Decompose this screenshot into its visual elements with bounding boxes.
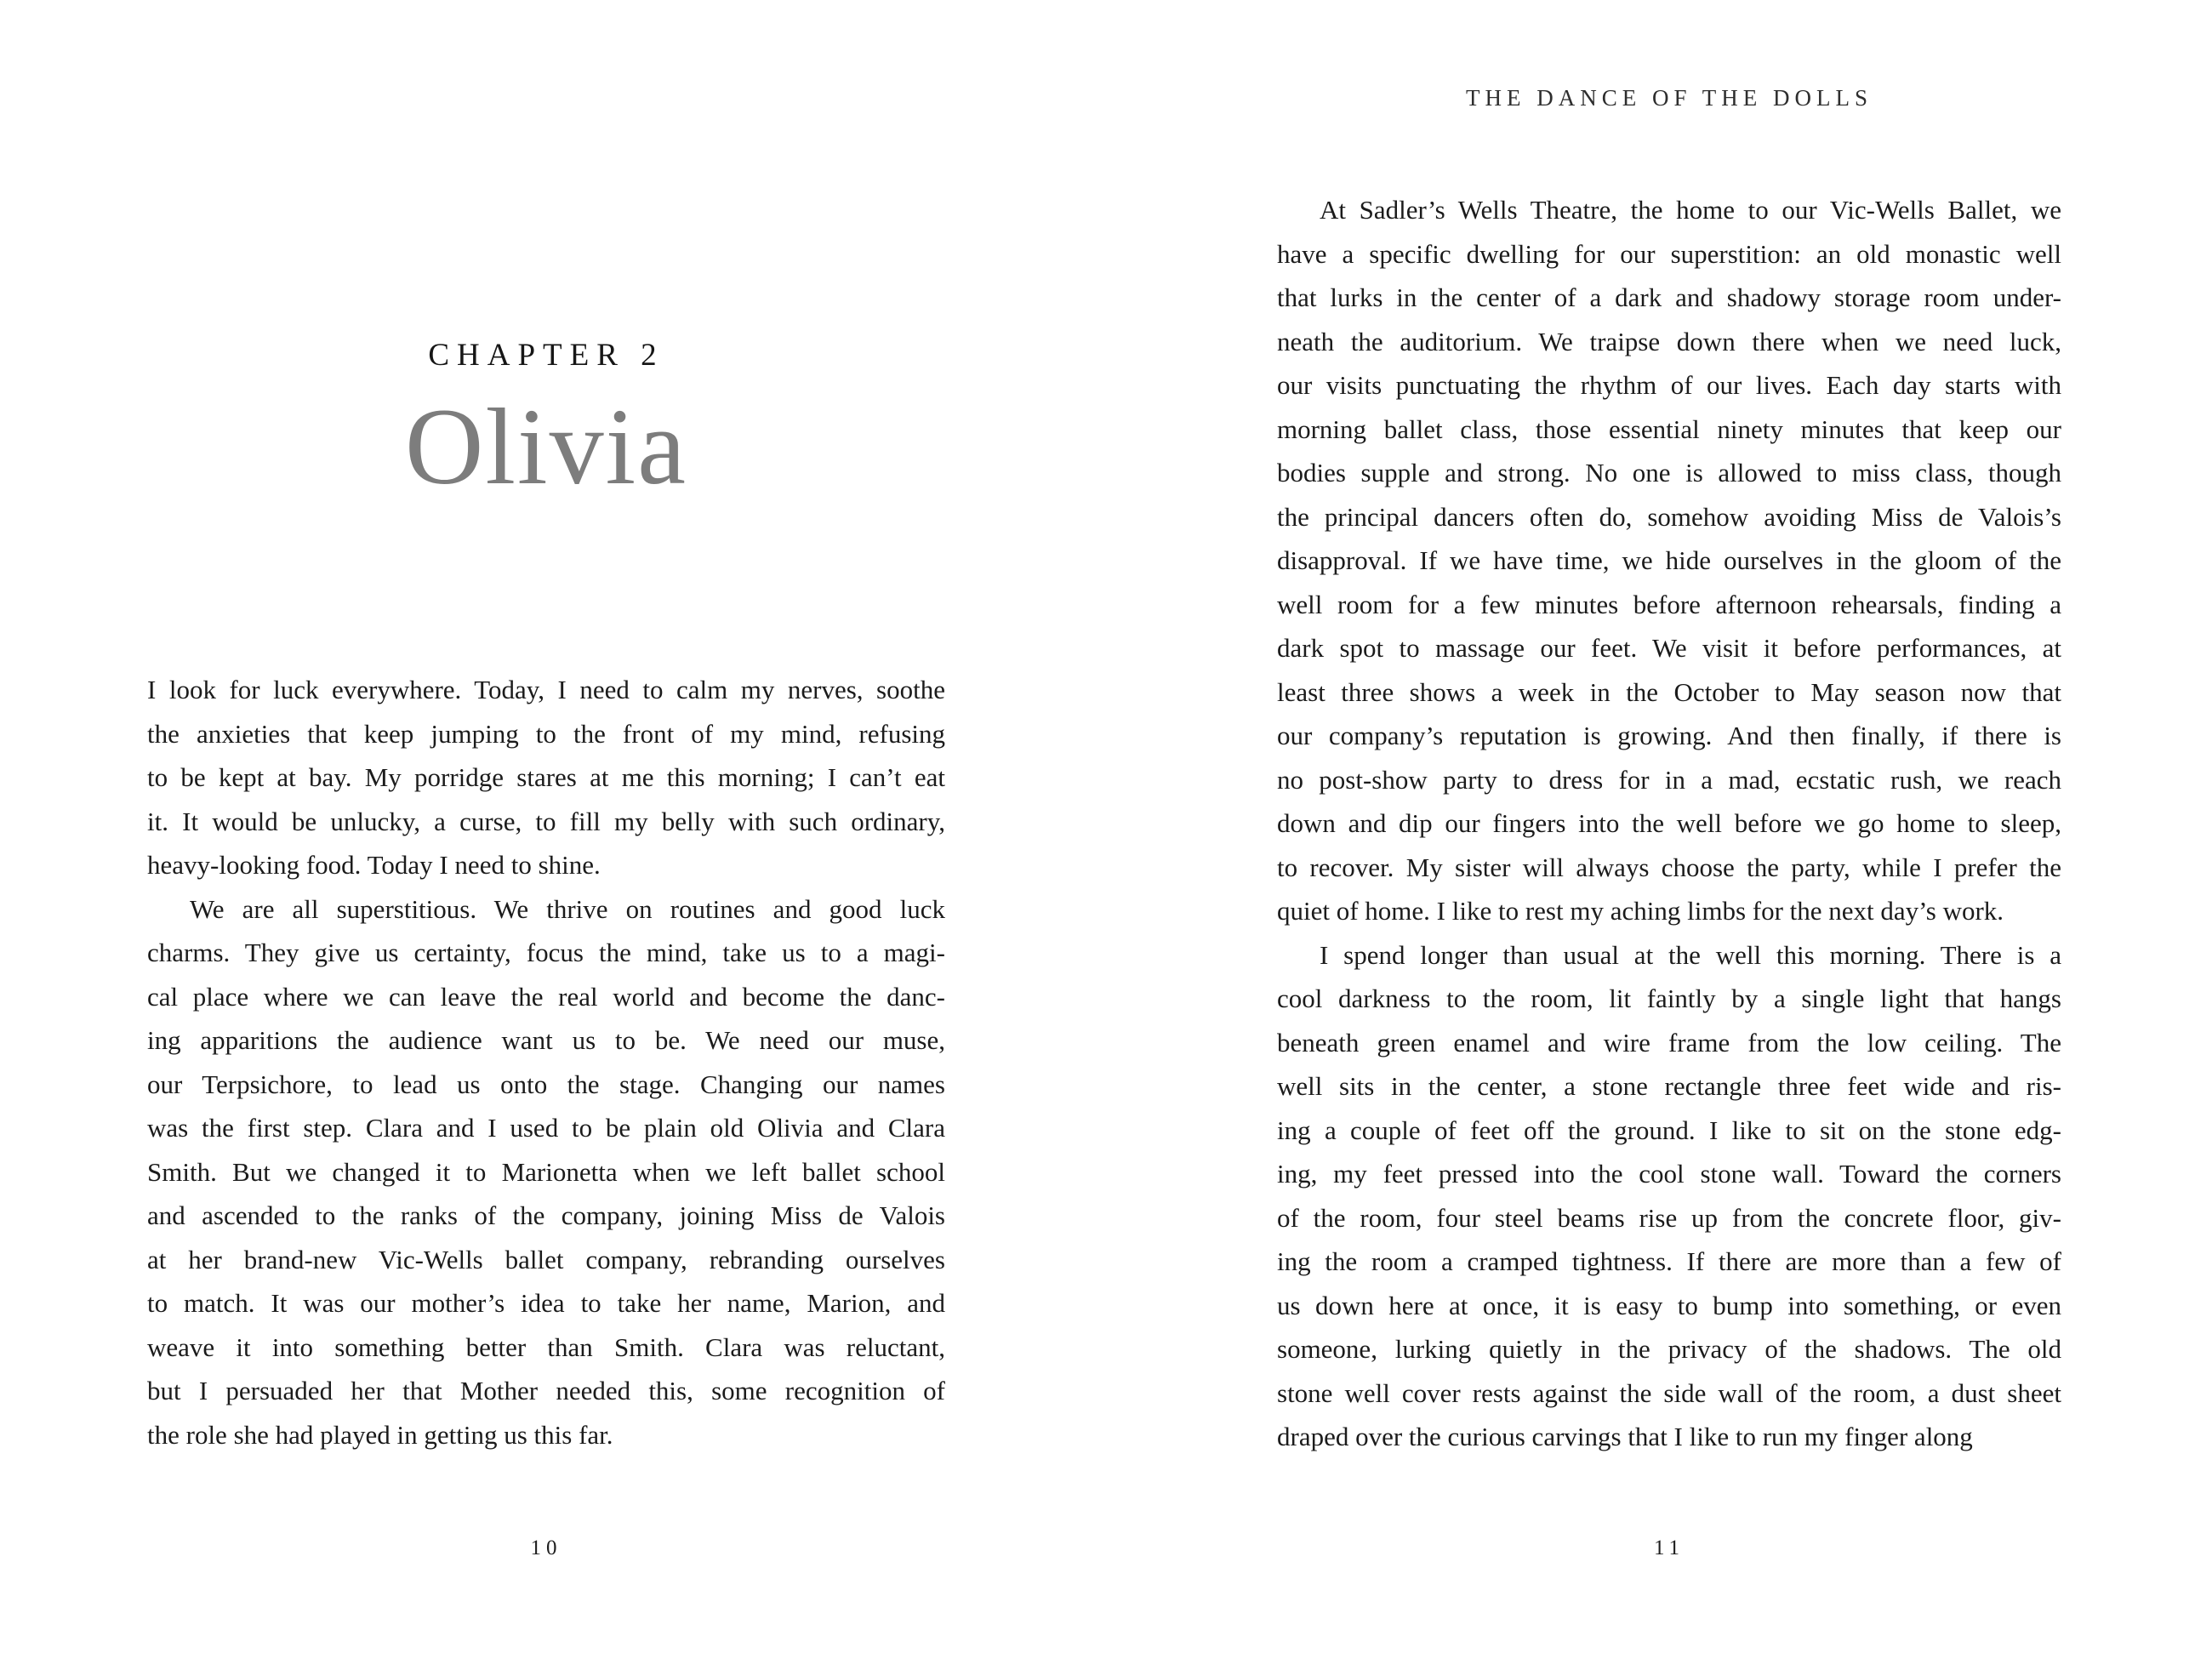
- text-line: have a specific dwelling for our superstition: an old monastic well: [1277, 238, 2061, 269]
- text-line: our company’s reputation is growing. And then finally, if there is: [1277, 721, 2061, 750]
- text-line: ing the room a cramped tightness. If there are more than a few of: [1277, 1246, 2061, 1276]
- text-line: someone, lurking quietly in the privacy of the shadows. The old: [1277, 1334, 2061, 1364]
- text-line: cal place where we can leave the real world and become the danc-: [147, 981, 945, 1012]
- chapter-title: Olivia: [405, 386, 687, 507]
- running-header: THE DANCE OF THE DOLLS: [1466, 85, 1873, 111]
- text-line: quiet of home. I like to rest my aching limbs for the next day’s work.: [1277, 896, 2004, 926]
- text-line: our visits punctuating the rhythm of our lives. Each day starts with: [1277, 370, 2061, 400]
- right-page: [1277, 0, 2061, 1659]
- text-line: least three shows a week in the October to May season now that: [1277, 676, 2061, 707]
- text-line: well room for a few minutes before afternoon rehearsals, finding a: [1277, 589, 2061, 619]
- left-page: [147, 0, 945, 1659]
- text-line: well sits in the center, a stone rectangle three feet wide and ris-: [1277, 1071, 2061, 1101]
- text-line: down and dip our fingers into the well before we go home to sleep,: [1277, 808, 2061, 838]
- text-line: Smith. But we changed it to Marionetta when we left ballet school: [147, 1156, 945, 1187]
- text-line: We are all superstitious. We thrive on routines and good luck: [190, 893, 945, 924]
- text-line: I look for luck everywhere. Today, I need to calm my nerves, soothe: [147, 675, 945, 704]
- text-line: heavy-looking food. Today I need to shine.: [147, 850, 601, 880]
- text-line: that lurks in the center of a dark and shadowy storage room under-: [1277, 282, 2061, 312]
- text-line: to recover. My sister will always choose the party, while I prefer the: [1277, 852, 2061, 882]
- text-line: ing, my feet pressed into the cool stone wall. Toward the corners: [1277, 1159, 2061, 1189]
- text-line: and ascended to the ranks of the company, joining Miss de Valois: [147, 1200, 945, 1230]
- text-line: I spend longer than usual at the well this morning. There is a: [1320, 939, 2061, 970]
- text-line: disapproval. If we have time, we hide ourselves in the gloom of the: [1277, 545, 2061, 575]
- text-line: cool darkness to the room, lit faintly by a single light that hangs: [1277, 983, 2061, 1013]
- text-line: no post-show party to dress for in a mad, ecstatic rush, we reach: [1277, 764, 2061, 795]
- text-line: beneath green enamel and wire frame from the low ceiling. The: [1277, 1027, 2061, 1058]
- text-line: stone well cover rests against the side wall of the room, a dust sheet: [1277, 1377, 2061, 1408]
- text-line: dark spot to massage our feet. We visit it before performances, at: [1277, 633, 2061, 663]
- text-line: our Terpsichore, to lead us onto the stage. Changing our names: [147, 1069, 945, 1099]
- text-line: morning ballet class, those essential ninety minutes that keep our: [1277, 413, 2061, 444]
- text-line: the anxieties that keep jumping to the front of my mind, refusing: [147, 718, 945, 749]
- chapter-label: CHAPTER 2: [428, 338, 664, 373]
- text-line: weave it into something better than Smith. Clara was reluctant,: [147, 1331, 945, 1362]
- text-line: to match. It was our mother’s idea to take her name, Marion, and: [147, 1288, 945, 1318]
- text-line: the role she had played in getting us this far.: [147, 1419, 613, 1450]
- text-line: ing a couple of feet off the ground. I like to sit on the stone edg-: [1277, 1115, 2061, 1145]
- text-line: was the first step. Clara and I used to be plain old Olivia and Clara: [147, 1113, 945, 1143]
- text-line: but I persuaded her that Mother needed this, some recognition of: [147, 1376, 945, 1405]
- text-line: at her brand-new Vic-Wells ballet company, rebranding ourselves: [147, 1244, 945, 1274]
- page-number-right: 11: [1653, 1536, 1685, 1559]
- text-line: At Sadler’s Wells Theatre, the home to our Vic-Wells Ballet, we: [1320, 195, 2061, 225]
- text-line: draped over the curious carvings that I like to run my finger along: [1277, 1422, 1973, 1451]
- text-line: to be kept at bay. My porridge stares at me this morning; I can’t eat: [147, 762, 945, 792]
- text-line: neath the auditorium. We traipse down there when we need luck,: [1277, 326, 2061, 356]
- page-number-left: 10: [530, 1536, 562, 1559]
- text-line: the principal dancers often do, somehow avoiding Miss de Valois’s: [1277, 501, 2061, 532]
- text-line: ing apparitions the audience want us to be. We need our muse,: [147, 1025, 945, 1055]
- right-page-body-text: [1277, 188, 2061, 1459]
- text-line: it. It would be unlucky, a curse, to fill my belly with such ordinary,: [147, 806, 945, 836]
- left-page-body-text: [147, 668, 945, 1457]
- text-line: charms. They give us certainty, focus the mind, take us to a magi-: [147, 938, 945, 967]
- text-line: us down here at once, it is easy to bump into something, or even: [1277, 1290, 2061, 1320]
- text-line: of the room, four steel beams rise up from the concrete floor, giv-: [1277, 1202, 2061, 1233]
- text-line: bodies supple and strong. No one is allowed to miss class, though: [1277, 458, 2061, 487]
